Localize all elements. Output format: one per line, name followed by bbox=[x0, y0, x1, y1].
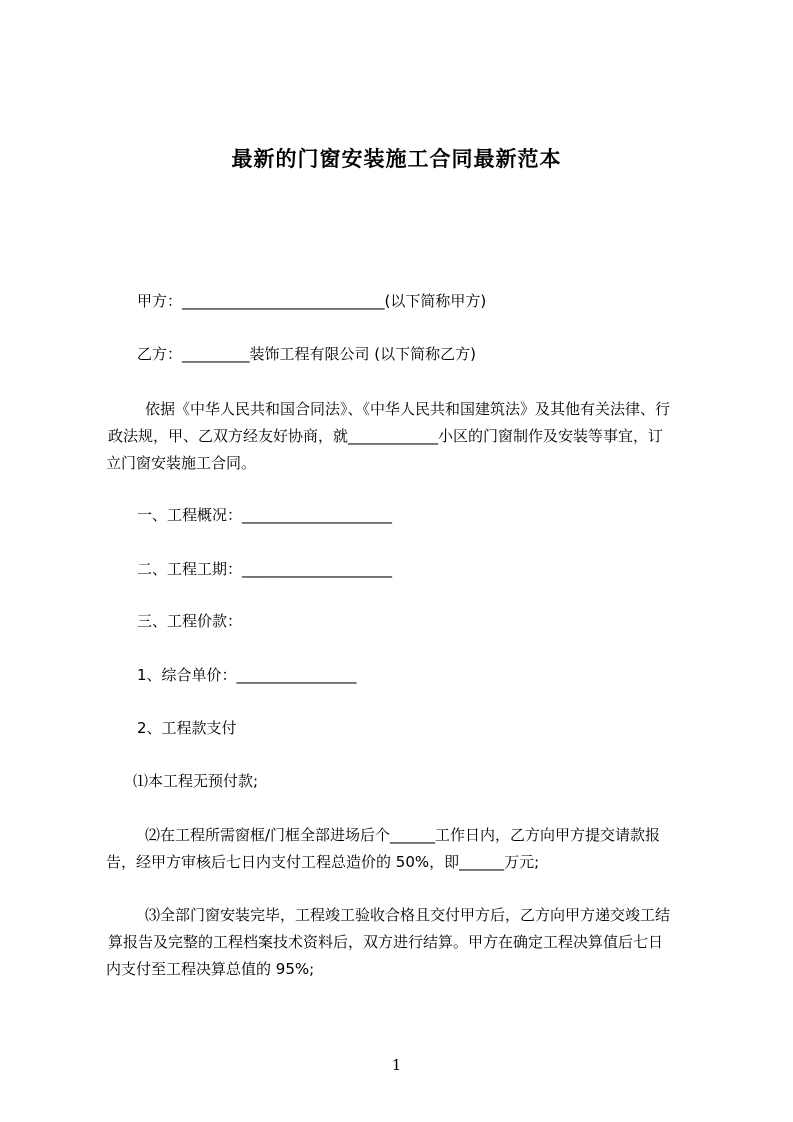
page-number: 1 bbox=[391, 1056, 402, 1074]
sub-item-no-advance: ⑴本工程无预付款; bbox=[133, 772, 259, 790]
sub-item-3-line-3: 内支付至工程决算总值的 95%; bbox=[106, 960, 315, 978]
section-project-overview: 一、工程概况：____________________ bbox=[137, 506, 393, 524]
party-b-line: 乙方：_________装饰工程有限公司 (以下简称乙方) bbox=[137, 345, 476, 363]
item-unit-price: 1、综合单价：________________ bbox=[137, 666, 357, 684]
intro-line-2: 政法规，甲、乙双方经友好协商，就____________小区的门窗制作及安装等事宜，订 bbox=[108, 427, 664, 445]
party-a-line: 甲方：___________________________(以下简称甲方) bbox=[137, 292, 487, 310]
intro-line-1: 依据《中华人民共和国合同法》、《中华人民共和国建筑法》及其他有关法律、行 bbox=[145, 400, 671, 418]
section-project-duration: 二、工程工期：____________________ bbox=[137, 560, 393, 578]
document-title: 最新的门窗安装施工合同最新范本 bbox=[231, 147, 562, 171]
intro-line-3: 立门窗安装施工合同。 bbox=[106, 454, 257, 472]
item-payment: 2、工程款支付 bbox=[137, 719, 237, 737]
sub-item-3-line-2: 算报告及完整的工程档案技术资料后，双方进行结算。甲方在确定工程决算值后七日 bbox=[108, 933, 664, 951]
sub-item-3-line-1: ⑶全部门窗安装完毕，工程竣工验收合格且交付甲方后，乙方向甲方递交竣工结 bbox=[145, 906, 671, 924]
sub-item-2-line-1: ⑵在工程所需窗框/门框全部进场后个______工作日内，乙方向甲方提交请款报 bbox=[145, 826, 661, 844]
section-project-price: 三、工程价款： bbox=[137, 612, 243, 630]
sub-item-2-line-2: 告，经甲方审核后七日内支付工程总造价的 50%，即______万元; bbox=[106, 853, 540, 871]
